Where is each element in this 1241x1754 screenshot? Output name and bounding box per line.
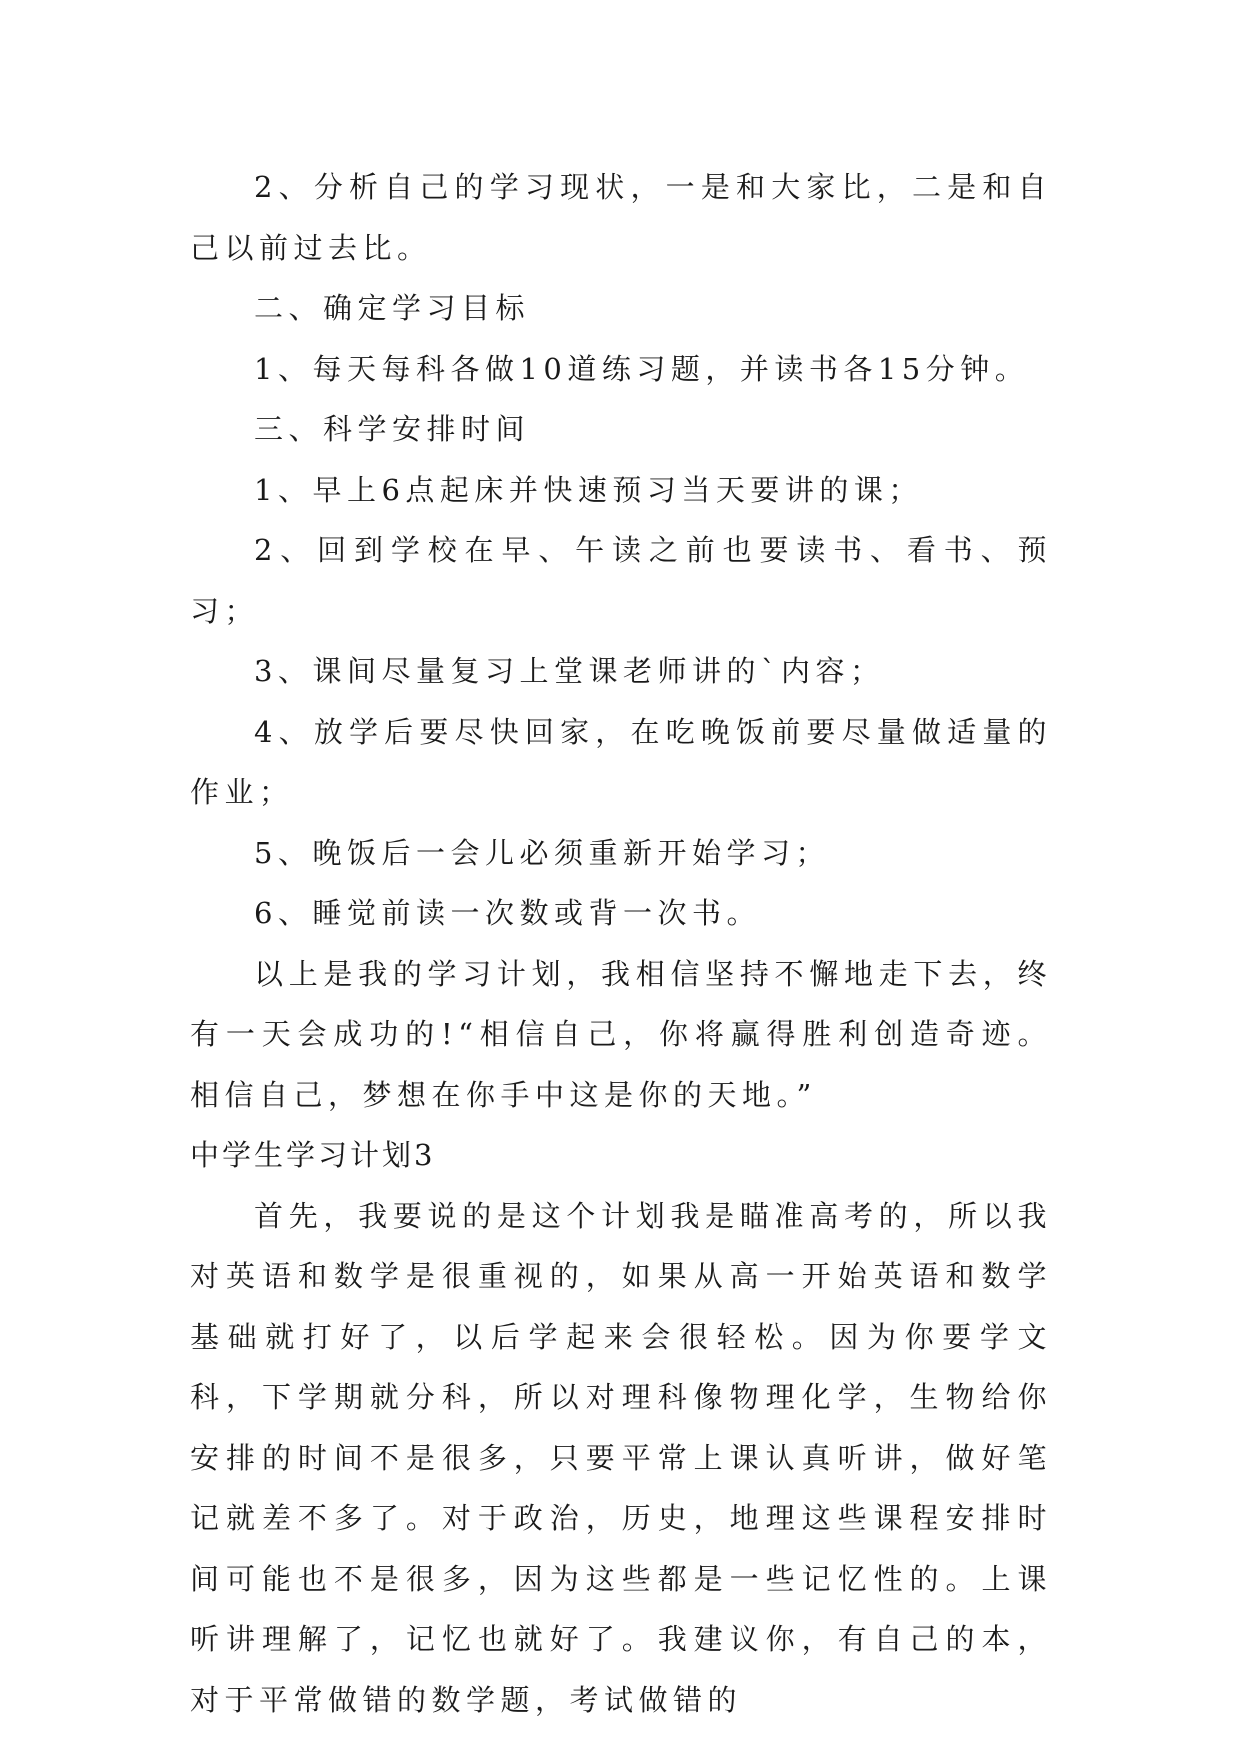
paragraph-evening-study: 5、晚饭后一会儿必须重新开始学习；	[254, 835, 830, 870]
paragraph-homework: 4、放学后要尽快回家，在吃晚饭前要尽量做适量的作业；	[190, 714, 1052, 809]
document-page	[190, 157, 1052, 1730]
heading-set-goals: 二、确定学习目标	[254, 291, 531, 325]
paragraph-break-review: 3、课间尽量复习上堂课老师讲的`内容；	[254, 654, 885, 688]
paragraph-morning-preview: 1、早上6点起床并快速预习当天要讲的课；	[254, 472, 923, 507]
heading-schedule-time: 三、科学安排时间	[254, 412, 531, 446]
paragraph-school-reading: 2、回到学校在早、午读之前也要读书、看书、预习；	[190, 533, 1052, 628]
paragraph-analyze-status: 2、分析自己的学习现状，一是和大家比，二是和自己以前过去比。	[190, 170, 1052, 265]
paragraph-plan-3-intro: 首先，我要说的是这个计划我是瞄准高考的，所以我对英语和数学是很重视的，如果从高一开始英语和数学基础就打好了，以后学起来会很轻松。因为你要学文科，下学期就分科，所以对理科像物理化学，生物给你安排的时间不是很多，只要平常上课认真听讲，做好笔记就差不多了。对于政治，历史，地理这些课程安排时间可能也不是很多，因为这些都是一些记忆性的。上课听讲理解了，记忆也就好了。我建议你，有自己的本，对于平常做错的数学题，考试做错的	[190, 1198, 1052, 1717]
section-title: 中学生学习计划3	[190, 1138, 436, 1172]
paragraph-bedtime-reading: 6、睡觉前读一次数或背一次书。	[254, 896, 761, 930]
paragraph-daily-exercises: 1、每天每科各做10道练习题，并读书各15分钟。	[254, 351, 1030, 386]
paragraph-conclusion: 以上是我的学习计划，我相信坚持不懈地走下去，终有一天会成功的!“相信自己，你将赢得胜利创造奇迹。相信自己，梦想在你手中这是你的天地。”	[190, 956, 1052, 1112]
